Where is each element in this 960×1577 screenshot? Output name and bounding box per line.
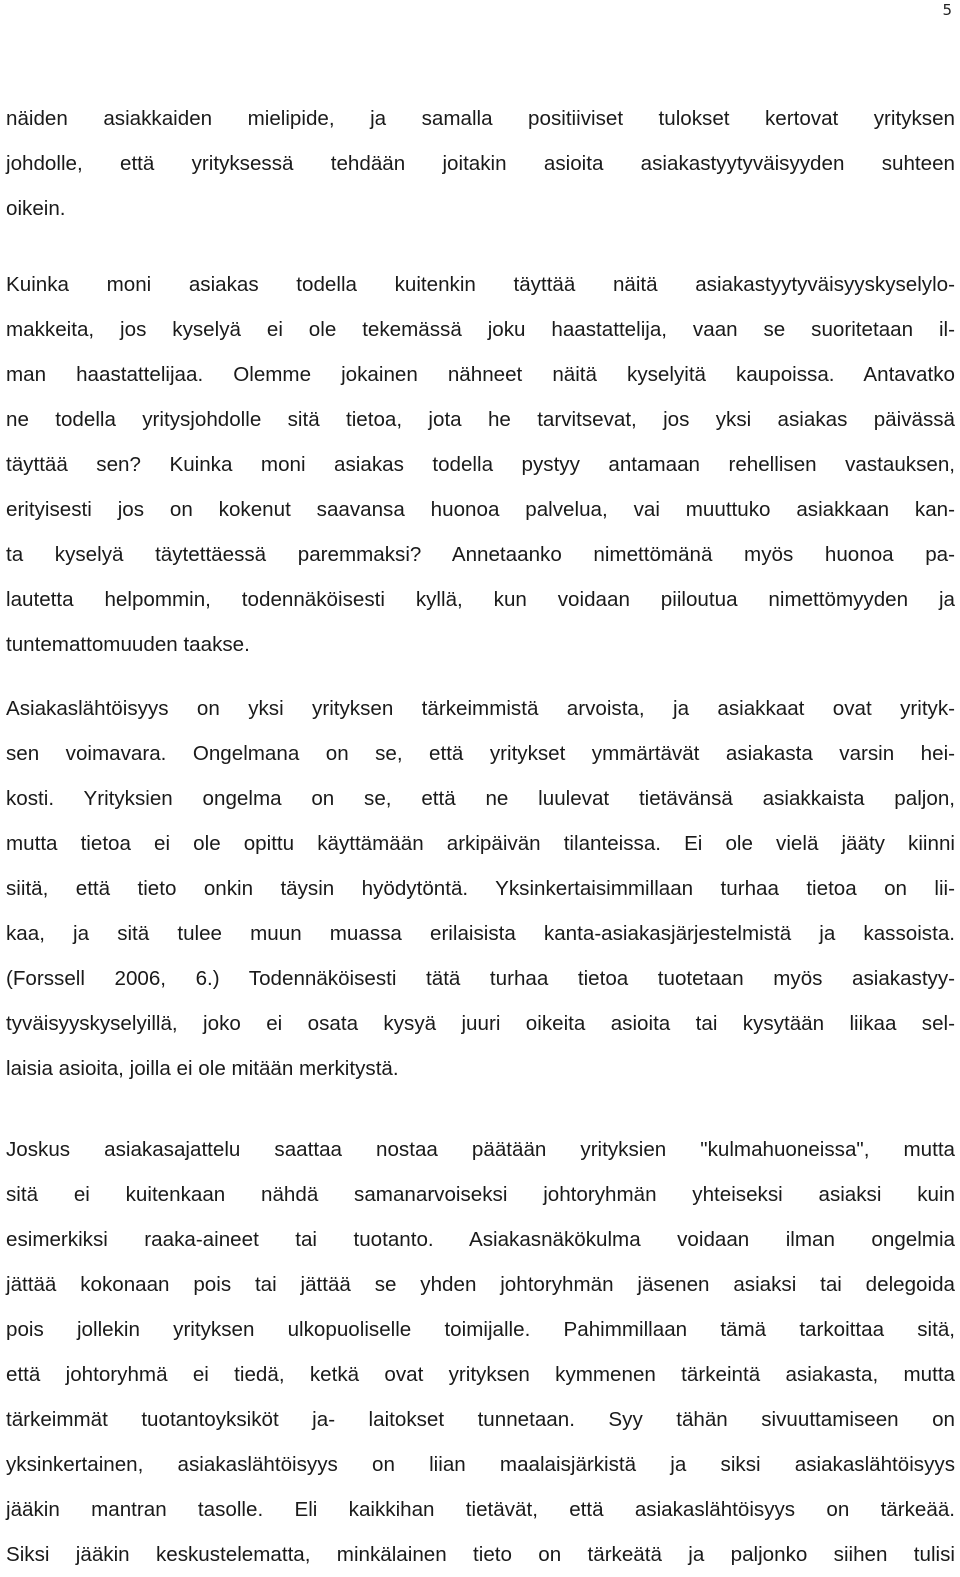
text-line: kosti. Yrityksien ongelma on se, että ne luulevat tietävänsä asiakkaista paljon, [6, 787, 955, 810]
text-line: jääkin mantran tasolle. Eli kaikkihan tietävät, että asiakaslähtöisyys on tärkeää. [6, 1498, 955, 1521]
text-line: tärkeimmät tuotantoyksiköt ja- laitokset tunnetaan. Syy tähän sivuuttamiseen on [6, 1408, 955, 1431]
text-line: Joskus asiakasajattelu saattaa nostaa päätään yrityksien "kulmahuoneissa", mutta [6, 1138, 955, 1161]
paragraph-3 [6, 686, 955, 1091]
text-line: että johtoryhmä ei tiedä, ketkä ovat yrityksen kymmenen tärkeintä asiakasta, mutta [6, 1363, 955, 1386]
text-line: lautetta helpommin, todennäköisesti kyllä, kun voidaan piiloutua nimettömyyden ja [6, 588, 955, 611]
text-line: sitä ei kuitenkaan nähdä samanarvoiseksi johtoryhmän yhteiseksi asiaksi kuin [6, 1183, 955, 1206]
text-line: tyväisyyskyselyillä, joko ei osata kysyä juuri oikeita asioita tai kysytään liikaa sel- [6, 1012, 955, 1035]
text-line: erityisesti jos on kokenut saavansa huonoa palvelua, vai muuttuko asiakkaan kan- [6, 498, 955, 521]
text-line: yksinkertainen, asiakaslähtöisyys on liian maalaisjärkistä ja siksi asiakaslähtöisyys [6, 1453, 955, 1476]
text-line: tuntemattomuuden taakse. [6, 633, 250, 656]
text-line: mutta tietoa ei ole opittu käyttämään arkipäivän tilanteissa. Ei ole vielä jääty kiinni [6, 832, 955, 855]
text-line: ta kyselyä täytettäessä paremmaksi? Annetaanko nimettömänä myös huonoa pa- [6, 543, 955, 566]
text-line: makkeita, jos kyselyä ei ole tekemässä joku haastattelija, vaan se suoritetaan il- [6, 318, 955, 341]
text-line: (Forssell 2006, 6.) Todennäköisesti tätä turhaa tietoa tuotetaan myös asiakastyy- [6, 967, 955, 990]
text-line: oikein. [6, 197, 66, 220]
text-line: Siksi jääkin keskustelematta, minkälainen tieto on tärkeätä ja paljonko siihen tulisi [6, 1543, 955, 1566]
text-line: kaa, ja sitä tulee muun muassa erilaisista kanta-asiakasjärjestelmistä ja kassoista. [6, 922, 955, 945]
text-line: täyttää sen? Kuinka moni asiakas todella pystyy antamaan rehellisen vastauksen, [6, 453, 955, 476]
paragraph-1 [6, 96, 955, 231]
text-line: siitä, että tieto onkin täysin hyödytöntä. Yksinkertaisimmillaan turhaa tietoa on lii- [6, 877, 955, 900]
text-line: sen voimavara. Ongelmana on se, että yritykset ymmärtävät asiakasta varsin hei- [6, 742, 955, 765]
text-line: ne todella yritysjohdolle sitä tietoa, jota he tarvitsevat, jos yksi asiakas päivässä [6, 408, 955, 431]
text-line: Asiakaslähtöisyys on yksi yrityksen tärkeimmistä arvoista, ja asiakkaat ovat yrityk- [6, 697, 955, 720]
text-line: johdolle, että yrityksessä tehdään joitakin asioita asiakastyytyväisyyden suhteen [6, 152, 955, 175]
text-line: Kuinka moni asiakas todella kuitenkin täyttää näitä asiakastyytyväisyyskyselylo- [6, 273, 955, 296]
page-number: 5 [942, 1, 952, 19]
text-line: laisia asioita, joilla ei ole mitään merkitystä. [6, 1057, 399, 1080]
text-line: esimerkiksi raaka-aineet tai tuotanto. Asiakasnäkökulma voidaan ilman ongelmia [6, 1228, 955, 1251]
paragraph-2 [6, 262, 955, 667]
text-line: jättää kokonaan pois tai jättää se yhden johtoryhmän jäsenen asiaksi tai delegoida [6, 1273, 955, 1296]
text-line: pois jollekin yrityksen ulkopuoliselle toimijalle. Pahimmillaan tämä tarkoittaa sitä, [6, 1318, 955, 1341]
text-line: man haastattelijaa. Olemme jokainen nähneet näitä kyselyitä kaupoissa. Antavatko [6, 363, 955, 386]
text-line: näiden asiakkaiden mielipide, ja samalla positiiviset tulokset kertovat yrityksen [6, 107, 955, 130]
paragraph-4 [6, 1127, 955, 1577]
